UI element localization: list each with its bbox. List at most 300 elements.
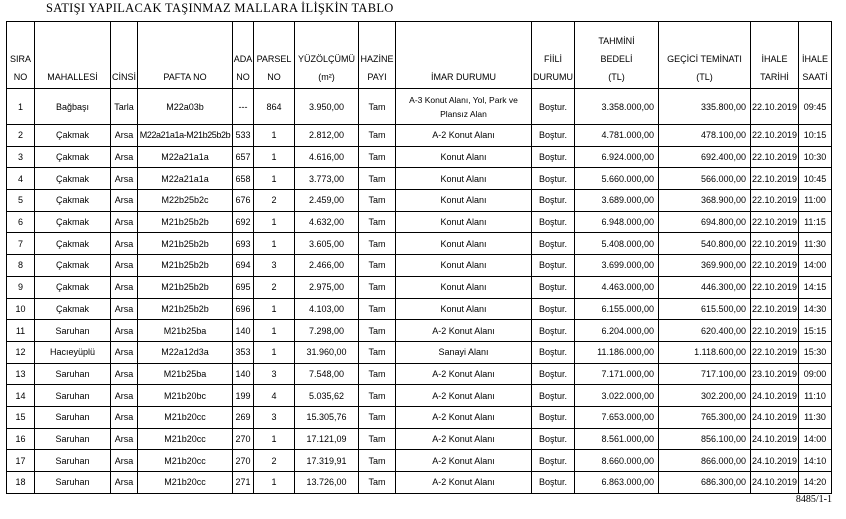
header-row xyxy=(7,22,832,89)
col-header-cinsi: CİNSİ xyxy=(111,22,138,89)
cell-tarih: 22.10.2019 xyxy=(751,233,799,255)
row-no: 3 xyxy=(7,146,35,168)
table-row xyxy=(7,211,832,233)
cell-imar xyxy=(396,472,532,494)
cell-parsel: 1 xyxy=(254,125,295,147)
table-row xyxy=(7,168,832,190)
cell-yuzolcum: 17.319,91 xyxy=(295,450,359,472)
cell-fiili: Boştur. xyxy=(532,211,575,233)
cell-teminat: 566.000,00 xyxy=(659,168,751,190)
cell-parsel: 1 xyxy=(254,341,295,363)
cell-teminat: 446.300,00 xyxy=(659,276,751,298)
cell-fiili: Boştur. xyxy=(532,146,575,168)
imar-line: A-2 Konut Alanı xyxy=(432,130,495,141)
cell-cins: Arsa xyxy=(111,168,138,190)
col-header-ada: ADA NO xyxy=(233,22,254,89)
cell-fiili: Boştur. xyxy=(532,255,575,277)
col-header-fiili: FİİLİ DURUMU xyxy=(532,22,575,89)
imar-line: Konut Alanı xyxy=(440,195,487,206)
cell-ada: 695 xyxy=(233,276,254,298)
cell-imar xyxy=(396,320,532,342)
cell-saat: 14:15 xyxy=(799,276,832,298)
cell-bedel: 7.171.000,00 xyxy=(575,363,659,385)
cell-yuzolcum: 3.605,00 xyxy=(295,233,359,255)
cell-fiili: Boştur. xyxy=(532,298,575,320)
cell-bedel: 3.689.000,00 xyxy=(575,190,659,212)
cell-yuzolcum: 4.103,00 xyxy=(295,298,359,320)
col-header-sira: SIRA NO xyxy=(7,22,35,89)
row-no: 9 xyxy=(7,276,35,298)
imar-line: Konut Alanı xyxy=(440,260,487,271)
cell-fiili: Boştur. xyxy=(532,276,575,298)
row-no: 17 xyxy=(7,450,35,472)
cell-yuzolcum: 15.305,76 xyxy=(295,406,359,428)
cell-ada: 657 xyxy=(233,146,254,168)
cell-parsel: 1 xyxy=(254,320,295,342)
cell-parsel: 2 xyxy=(254,190,295,212)
cell-fiili: Boştur. xyxy=(532,320,575,342)
cell-cins: Arsa xyxy=(111,125,138,147)
row-no: 15 xyxy=(7,406,35,428)
cell-tarih: 22.10.2019 xyxy=(751,89,799,125)
cell-hazine: Tam xyxy=(359,89,396,125)
cell-pafta: M22a21a1a xyxy=(138,168,233,190)
col-header-pafta: PAFTA NO xyxy=(138,22,233,89)
cell-ada: --- xyxy=(233,89,254,125)
cell-saat: 09:00 xyxy=(799,363,832,385)
cell-teminat: 302.200,00 xyxy=(659,385,751,407)
cell-teminat: 368.900,00 xyxy=(659,190,751,212)
cell-cins: Arsa xyxy=(111,255,138,277)
table-row xyxy=(7,89,832,125)
cell-cins: Arsa xyxy=(111,406,138,428)
imar-line: A-2 Konut Alanı xyxy=(432,412,495,423)
cell-teminat: 686.300,00 xyxy=(659,472,751,494)
cell-saat: 14:10 xyxy=(799,450,832,472)
cell-cins: Arsa xyxy=(111,341,138,363)
row-no: 10 xyxy=(7,298,35,320)
cell-ada: 694 xyxy=(233,255,254,277)
cell-imar xyxy=(396,428,532,450)
cell-mahalle: Çakmak xyxy=(35,211,111,233)
cell-ada: 696 xyxy=(233,298,254,320)
cell-pafta: M21b20cc xyxy=(138,406,233,428)
row-no: 6 xyxy=(7,211,35,233)
cell-mahalle: Çakmak xyxy=(35,298,111,320)
row-no: 5 xyxy=(7,190,35,212)
cell-saat: 10:15 xyxy=(799,125,832,147)
imar-line: Konut Alanı xyxy=(440,217,487,228)
cell-imar xyxy=(396,255,532,277)
cell-teminat: 765.300,00 xyxy=(659,406,751,428)
cell-mahalle: Saruhan xyxy=(35,385,111,407)
cell-teminat: 540.800,00 xyxy=(659,233,751,255)
cell-yuzolcum: 13.726,00 xyxy=(295,472,359,494)
cell-imar xyxy=(396,168,532,190)
cell-yuzolcum: 7.548,00 xyxy=(295,363,359,385)
cell-fiili: Boştur. xyxy=(532,341,575,363)
cell-saat: 15:30 xyxy=(799,341,832,363)
cell-hazine: Tam xyxy=(359,341,396,363)
cell-yuzolcum: 7.298,00 xyxy=(295,320,359,342)
cell-imar xyxy=(396,276,532,298)
cell-teminat: 335.800,00 xyxy=(659,89,751,125)
cell-hazine: Tam xyxy=(359,255,396,277)
cell-pafta: M21b20bc xyxy=(138,385,233,407)
cell-mahalle: Çakmak xyxy=(35,233,111,255)
cell-saat: 14:00 xyxy=(799,428,832,450)
cell-hazine: Tam xyxy=(359,233,396,255)
cell-ada: 270 xyxy=(233,428,254,450)
cell-imar xyxy=(396,298,532,320)
cell-hazine: Tam xyxy=(359,472,396,494)
cell-mahalle: Çakmak xyxy=(35,276,111,298)
cell-mahalle: Çakmak xyxy=(35,125,111,147)
col-header-parsel: PARSEL NO xyxy=(254,22,295,89)
cell-pafta: M21b25b2b xyxy=(138,298,233,320)
cell-hazine: Tam xyxy=(359,276,396,298)
cell-bedel: 4.781.000,00 xyxy=(575,125,659,147)
col-header-tarih: İHALE TARİHİ xyxy=(751,22,799,89)
cell-teminat: 615.500,00 xyxy=(659,298,751,320)
cell-yuzolcum: 31.960,00 xyxy=(295,341,359,363)
row-no: 13 xyxy=(7,363,35,385)
cell-bedel: 3.699.000,00 xyxy=(575,255,659,277)
imar-line: A-2 Konut Alanı xyxy=(432,477,495,488)
cell-bedel: 3.358.000,00 xyxy=(575,89,659,125)
cell-teminat: 856.100,00 xyxy=(659,428,751,450)
cell-teminat: 620.400,00 xyxy=(659,320,751,342)
cell-imar xyxy=(396,125,532,147)
cell-fiili: Boştur. xyxy=(532,406,575,428)
col-header-teminat: GEÇİCİ TEMİNATI (TL) xyxy=(659,22,751,89)
table-row xyxy=(7,125,832,147)
cell-cins: Arsa xyxy=(111,363,138,385)
cell-cins: Arsa xyxy=(111,450,138,472)
cell-yuzolcum: 17.121,09 xyxy=(295,428,359,450)
cell-yuzolcum: 2.975,00 xyxy=(295,276,359,298)
cell-imar xyxy=(396,385,532,407)
cell-imar xyxy=(396,89,532,125)
cell-tarih: 24.10.2019 xyxy=(751,450,799,472)
cell-yuzolcum: 2.812,00 xyxy=(295,125,359,147)
cell-ada: 676 xyxy=(233,190,254,212)
cell-bedel: 5.660.000,00 xyxy=(575,168,659,190)
imar-line: Konut Alanı xyxy=(440,173,487,184)
cell-pafta: M21b25b2b xyxy=(138,211,233,233)
cell-mahalle: Saruhan xyxy=(35,320,111,342)
cell-parsel: 1 xyxy=(254,233,295,255)
cell-fiili: Boştur. xyxy=(532,233,575,255)
cell-tarih: 22.10.2019 xyxy=(751,298,799,320)
col-header-imar: İMAR DURUMU xyxy=(396,22,532,89)
cell-saat: 10:30 xyxy=(799,146,832,168)
cell-fiili: Boştur. xyxy=(532,385,575,407)
page-title: SATIŞI YAPILACAK TAŞINMAZ MALLARA İLİŞKİN TABLO xyxy=(46,1,394,15)
cell-hazine: Tam xyxy=(359,211,396,233)
cell-bedel: 6.924.000,00 xyxy=(575,146,659,168)
cell-bedel: 5.408.000,00 xyxy=(575,233,659,255)
cell-mahalle: Çakmak xyxy=(35,190,111,212)
cell-pafta: M22a21a1a xyxy=(138,146,233,168)
cell-cins: Arsa xyxy=(111,298,138,320)
imar-line: A-2 Konut Alanı xyxy=(432,368,495,379)
cell-pafta: M21b20cc xyxy=(138,472,233,494)
col-header-bedel: TAHMİNİ BEDELİ (TL) xyxy=(575,22,659,89)
cell-pafta: M21b25b2b xyxy=(138,233,233,255)
cell-saat: 09:45 xyxy=(799,89,832,125)
cell-hazine: Tam xyxy=(359,320,396,342)
cell-yuzolcum: 4.616,00 xyxy=(295,146,359,168)
table-row xyxy=(7,320,832,342)
cell-ada: 140 xyxy=(233,320,254,342)
imar-line: Konut Alanı xyxy=(440,303,487,314)
table-body xyxy=(7,89,832,494)
col-header-mahallesi: MAHALLESİ xyxy=(35,22,111,89)
cell-hazine: Tam xyxy=(359,428,396,450)
row-no: 8 xyxy=(7,255,35,277)
table-row xyxy=(7,298,832,320)
cell-tarih: 22.10.2019 xyxy=(751,146,799,168)
cell-bedel: 6.948.000,00 xyxy=(575,211,659,233)
table-row xyxy=(7,341,832,363)
cell-cins: Arsa xyxy=(111,320,138,342)
cell-pafta: M21b20cc xyxy=(138,428,233,450)
cell-parsel: 864 xyxy=(254,89,295,125)
cell-cins: Arsa xyxy=(111,385,138,407)
cell-saat: 10:45 xyxy=(799,168,832,190)
row-no: 18 xyxy=(7,472,35,494)
cell-hazine: Tam xyxy=(359,168,396,190)
cell-pafta: M22a21a1a-M21b25b2b xyxy=(138,125,233,147)
cell-tarih: 22.10.2019 xyxy=(751,125,799,147)
cell-fiili: Boştur. xyxy=(532,472,575,494)
cell-mahalle: Çakmak xyxy=(35,255,111,277)
col-header-saat: İHALE SAATİ xyxy=(799,22,832,89)
cell-cins: Arsa xyxy=(111,211,138,233)
cell-parsel: 3 xyxy=(254,363,295,385)
cell-ada: 533 xyxy=(233,125,254,147)
cell-imar xyxy=(396,406,532,428)
cell-saat: 11:15 xyxy=(799,211,832,233)
cell-bedel: 8.561.000,00 xyxy=(575,428,659,450)
imar-line: A-2 Konut Alanı xyxy=(432,390,495,401)
row-no: 7 xyxy=(7,233,35,255)
cell-parsel: 3 xyxy=(254,406,295,428)
cell-bedel: 11.186.000,00 xyxy=(575,341,659,363)
cell-teminat: 866.000,00 xyxy=(659,450,751,472)
cell-teminat: 1.118.600,00 xyxy=(659,341,751,363)
cell-hazine: Tam xyxy=(359,406,396,428)
table-row xyxy=(7,385,832,407)
cell-fiili: Boştur. xyxy=(532,363,575,385)
cell-tarih: 24.10.2019 xyxy=(751,428,799,450)
imar-line: Konut Alanı xyxy=(440,238,487,249)
cell-pafta: M21b25ba xyxy=(138,320,233,342)
cell-parsel: 3 xyxy=(254,255,295,277)
table-row xyxy=(7,233,832,255)
cell-yuzolcum: 4.632,00 xyxy=(295,211,359,233)
cell-tarih: 23.10.2019 xyxy=(751,363,799,385)
cell-tarih: 24.10.2019 xyxy=(751,385,799,407)
cell-mahalle: Çakmak xyxy=(35,168,111,190)
row-no: 11 xyxy=(7,320,35,342)
cell-ada: 271 xyxy=(233,472,254,494)
cell-ada: 353 xyxy=(233,341,254,363)
cell-bedel: 6.155.000,00 xyxy=(575,298,659,320)
cell-saat: 14:00 xyxy=(799,255,832,277)
cell-saat: 11:30 xyxy=(799,406,832,428)
cell-pafta: M22b25b2c xyxy=(138,190,233,212)
imar-line: A-2 Konut Alanı xyxy=(432,455,495,466)
row-no: 1 xyxy=(7,89,35,125)
cell-pafta: M21b25ba xyxy=(138,363,233,385)
imar-line: A-2 Konut Alanı xyxy=(432,325,495,336)
cell-fiili: Boştur. xyxy=(532,428,575,450)
property-table xyxy=(6,21,832,494)
cell-saat: 15:15 xyxy=(799,320,832,342)
cell-yuzolcum: 3.773,00 xyxy=(295,168,359,190)
cell-ada: 658 xyxy=(233,168,254,190)
cell-imar xyxy=(396,146,532,168)
cell-imar xyxy=(396,190,532,212)
cell-ada: 269 xyxy=(233,406,254,428)
cell-bedel: 8.660.000,00 xyxy=(575,450,659,472)
cell-tarih: 24.10.2019 xyxy=(751,472,799,494)
cell-tarih: 22.10.2019 xyxy=(751,168,799,190)
cell-hazine: Tam xyxy=(359,385,396,407)
cell-fiili: Boştur. xyxy=(532,190,575,212)
cell-parsel: 1 xyxy=(254,298,295,320)
cell-teminat: 369.900,00 xyxy=(659,255,751,277)
cell-saat: 11:00 xyxy=(799,190,832,212)
row-no: 14 xyxy=(7,385,35,407)
imar-line: A-3 Konut Alanı, Yol, Park ve xyxy=(409,94,518,105)
cell-fiili: Boştur. xyxy=(532,168,575,190)
cell-hazine: Tam xyxy=(359,450,396,472)
cell-mahalle: Saruhan xyxy=(35,472,111,494)
row-no: 4 xyxy=(7,168,35,190)
cell-hazine: Tam xyxy=(359,363,396,385)
table-row xyxy=(7,190,832,212)
cell-tarih: 22.10.2019 xyxy=(751,341,799,363)
cell-mahalle: Saruhan xyxy=(35,450,111,472)
cell-tarih: 22.10.2019 xyxy=(751,211,799,233)
cell-mahalle: Saruhan xyxy=(35,406,111,428)
cell-bedel: 6.863.000,00 xyxy=(575,472,659,494)
table-row xyxy=(7,472,832,494)
cell-pafta: M21b20cc xyxy=(138,450,233,472)
cell-parsel: 1 xyxy=(254,168,295,190)
cell-imar xyxy=(396,363,532,385)
cell-teminat: 717.100,00 xyxy=(659,363,751,385)
cell-imar xyxy=(396,450,532,472)
row-no: 2 xyxy=(7,125,35,147)
cell-imar xyxy=(396,233,532,255)
cell-teminat: 478.100,00 xyxy=(659,125,751,147)
cell-yuzolcum: 2.459,00 xyxy=(295,190,359,212)
cell-teminat: 694.800,00 xyxy=(659,211,751,233)
cell-parsel: 1 xyxy=(254,472,295,494)
cell-bedel: 6.204.000,00 xyxy=(575,320,659,342)
imar-line: Konut Alanı xyxy=(440,152,487,163)
cell-fiili: Boştur. xyxy=(532,89,575,125)
cell-parsel: 2 xyxy=(254,450,295,472)
cell-saat: 11:30 xyxy=(799,233,832,255)
imar-line: Konut Alanı xyxy=(440,282,487,293)
cell-pafta: M22a03b xyxy=(138,89,233,125)
cell-saat: 14:30 xyxy=(799,298,832,320)
cell-hazine: Tam xyxy=(359,190,396,212)
cell-ada: 140 xyxy=(233,363,254,385)
cell-ada: 270 xyxy=(233,450,254,472)
table-row xyxy=(7,276,832,298)
cell-bedel: 3.022.000,00 xyxy=(575,385,659,407)
cell-mahalle: Hacıeyüplü xyxy=(35,341,111,363)
document-reference: 8485/1-1 xyxy=(795,494,832,505)
cell-yuzolcum: 5.035,62 xyxy=(295,385,359,407)
cell-parsel: 1 xyxy=(254,428,295,450)
cell-imar xyxy=(396,211,532,233)
cell-pafta: M21b25b2b xyxy=(138,255,233,277)
cell-teminat: 692.400,00 xyxy=(659,146,751,168)
cell-parsel: 1 xyxy=(254,146,295,168)
cell-mahalle: Bağbaşı xyxy=(35,89,111,125)
cell-cins: Arsa xyxy=(111,472,138,494)
cell-yuzolcum: 3.950,00 xyxy=(295,89,359,125)
imar-line: Plansız Alan xyxy=(440,108,487,119)
col-header-hazine: HAZİNE PAYI xyxy=(359,22,396,89)
cell-saat: 14:20 xyxy=(799,472,832,494)
cell-hazine: Tam xyxy=(359,125,396,147)
cell-tarih: 24.10.2019 xyxy=(751,406,799,428)
cell-mahalle: Saruhan xyxy=(35,428,111,450)
cell-fiili: Boştur. xyxy=(532,450,575,472)
table-row xyxy=(7,146,832,168)
cell-mahalle: Çakmak xyxy=(35,146,111,168)
cell-ada: 693 xyxy=(233,233,254,255)
cell-pafta: M21b25b2b xyxy=(138,276,233,298)
cell-tarih: 22.10.2019 xyxy=(751,276,799,298)
cell-tarih: 22.10.2019 xyxy=(751,190,799,212)
table-row xyxy=(7,406,832,428)
cell-hazine: Tam xyxy=(359,146,396,168)
col-header-yuzolcumu: YÜZÖLÇÜMÜ (m²) xyxy=(295,22,359,89)
row-no: 16 xyxy=(7,428,35,450)
cell-fiili: Boştur. xyxy=(532,125,575,147)
cell-mahalle: Saruhan xyxy=(35,363,111,385)
cell-ada: 199 xyxy=(233,385,254,407)
cell-imar xyxy=(396,341,532,363)
cell-cins: Arsa xyxy=(111,233,138,255)
cell-tarih: 22.10.2019 xyxy=(751,320,799,342)
imar-line: A-2 Konut Alanı xyxy=(432,433,495,444)
cell-ada: 692 xyxy=(233,211,254,233)
cell-saat: 11:10 xyxy=(799,385,832,407)
cell-cins: Arsa xyxy=(111,190,138,212)
cell-parsel: 4 xyxy=(254,385,295,407)
cell-cins: Tarla xyxy=(111,89,138,125)
cell-parsel: 2 xyxy=(254,276,295,298)
imar-line: Sanayi Alanı xyxy=(438,347,489,358)
cell-bedel: 4.463.000,00 xyxy=(575,276,659,298)
table-row xyxy=(7,428,832,450)
cell-cins: Arsa xyxy=(111,276,138,298)
cell-cins: Arsa xyxy=(111,146,138,168)
table-row xyxy=(7,255,832,277)
cell-tarih: 22.10.2019 xyxy=(751,255,799,277)
cell-pafta: M22a12d3a xyxy=(138,341,233,363)
